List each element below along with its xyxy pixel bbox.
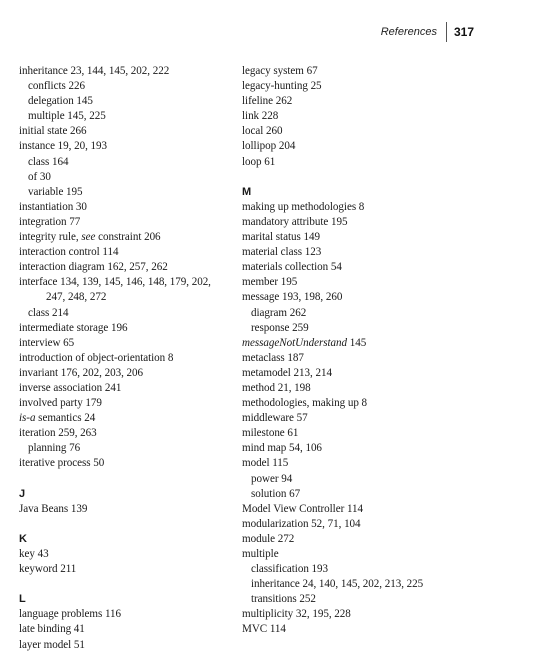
index-subentry: diagram 262	[251, 306, 307, 319]
index-entry: invariant 176, 202, 203, 206	[19, 366, 144, 379]
index-subentry: classification 193	[251, 563, 329, 576]
index-entry: marital status 149	[242, 231, 320, 244]
index-entry: interaction diagram 162, 257, 262	[19, 261, 168, 274]
index-entry: key 43	[19, 548, 49, 560]
index-entry: instance 19, 20, 193	[19, 140, 108, 153]
index-entry: link 228	[242, 110, 279, 123]
index-entry: multiplicity 32, 195, 228	[242, 608, 351, 621]
entry-text-segment: constraint 206	[95, 231, 161, 244]
index-entry: metaclass 187	[242, 351, 304, 364]
index-subentry: of 30	[28, 170, 51, 183]
index-subentry: planning 76	[28, 442, 81, 455]
index-entry: multiple	[242, 548, 279, 560]
index-entry: mind map 54, 106	[242, 442, 322, 455]
index-entry: legacy-hunting 25	[242, 80, 322, 93]
index-entry	[19, 411, 234, 426]
section-spacer	[19, 577, 234, 592]
index-entry: initial state 266	[19, 125, 87, 138]
entry-text-segment: integrity rule,	[19, 231, 82, 244]
entry-text-segment: 145	[347, 336, 367, 349]
index-entry: model 115	[242, 457, 289, 470]
index-subentry: variable 195	[28, 185, 83, 198]
index-entry: iteration 259, 263	[19, 427, 97, 440]
running-head-title: References	[380, 26, 437, 38]
index-column-right	[242, 64, 457, 638]
index-entry: inheritance 23, 144, 145, 202, 222	[19, 65, 170, 77]
index-entry: mandatory attribute 195	[242, 215, 348, 228]
index-entry: message 193, 198, 260	[242, 291, 343, 304]
index-entry: legacy system 67	[242, 65, 318, 77]
section-spacer	[242, 170, 457, 185]
index-entry: interaction control 114	[19, 246, 119, 259]
index-entry	[242, 336, 457, 351]
index-subentry: class 164	[28, 155, 69, 168]
index-entry: involved party 179	[19, 397, 102, 410]
entry-text-segment: messageNotUnderstand	[242, 336, 348, 349]
index-entry: modularization 52, 71, 104	[242, 517, 361, 530]
index-entry: intermediate storage 196	[19, 321, 128, 334]
index-subentry: inheritance 24, 140, 145, 202, 213, 225	[251, 578, 424, 591]
section-letter: M	[242, 185, 252, 198]
index-entry	[19, 230, 234, 245]
entry-text-segment: is-a	[19, 412, 36, 425]
index-column-left	[19, 64, 234, 653]
index-entry: inverse association 241	[19, 381, 122, 394]
index-subentry: power 94	[251, 472, 293, 485]
index-entry: introduction of object-orientation 8	[19, 351, 174, 364]
index-entry: interface 134, 139, 145, 146, 148, 179, 202,	[19, 276, 211, 289]
index-subentry: class 214	[28, 306, 69, 319]
index-entry: member 195	[242, 276, 298, 289]
section-letter: L	[19, 593, 26, 606]
index-subentry: 247, 248, 272	[46, 291, 107, 304]
index-entry: materials collection 54	[242, 261, 342, 274]
entry-text-segment: see	[81, 231, 96, 244]
index-entry: iterative process 50	[19, 457, 105, 470]
index-subentry: conflicts 226	[28, 80, 85, 93]
entry-text-segment: semantics 24	[35, 412, 96, 425]
index-entry: keyword 211	[19, 563, 77, 576]
section-spacer	[19, 517, 234, 532]
section-letter: K	[19, 532, 27, 545]
running-head	[381, 22, 474, 42]
index-entry: late binding 41	[19, 623, 85, 636]
index-entry: methodologies, making up 8	[242, 397, 368, 410]
index-entry: loop 61	[242, 155, 276, 168]
index-entry: layer model 51	[19, 638, 85, 651]
index-subentry: multiple 145, 225	[28, 110, 106, 123]
index-subentry: solution 67	[251, 487, 301, 500]
index-subentry: transitions 252	[251, 593, 316, 606]
index-entry: Model View Controller 114	[242, 502, 364, 515]
index-entry: milestone 61	[242, 427, 299, 440]
index-entry: MVC 114	[242, 623, 286, 636]
index-entry: local 260	[242, 125, 283, 138]
section-spacer	[19, 472, 234, 487]
index-entry: instantiation 30	[19, 200, 87, 213]
section-letter: J	[19, 487, 26, 500]
index-entry: module 272	[242, 532, 295, 545]
index-subentry: response 259	[251, 321, 309, 334]
index-entry: middleware 57	[242, 412, 308, 425]
index-entry: lifeline 262	[242, 95, 293, 108]
index-entry: material class 123	[242, 246, 322, 259]
index-entry: lollipop 204	[242, 140, 296, 153]
index-entry: Java Beans 139	[19, 502, 88, 515]
index-entry: language problems 116	[19, 608, 122, 621]
index-entry: interview 65	[19, 336, 75, 349]
index-subentry: delegation 145	[28, 95, 93, 108]
index-entry: integration 77	[19, 215, 81, 228]
index-entry: metamodel 213, 214	[242, 366, 332, 379]
page-number: 317	[453, 25, 474, 39]
index-entry: making up methodologies 8	[242, 200, 365, 213]
index-entry: method 21, 198	[242, 381, 311, 394]
